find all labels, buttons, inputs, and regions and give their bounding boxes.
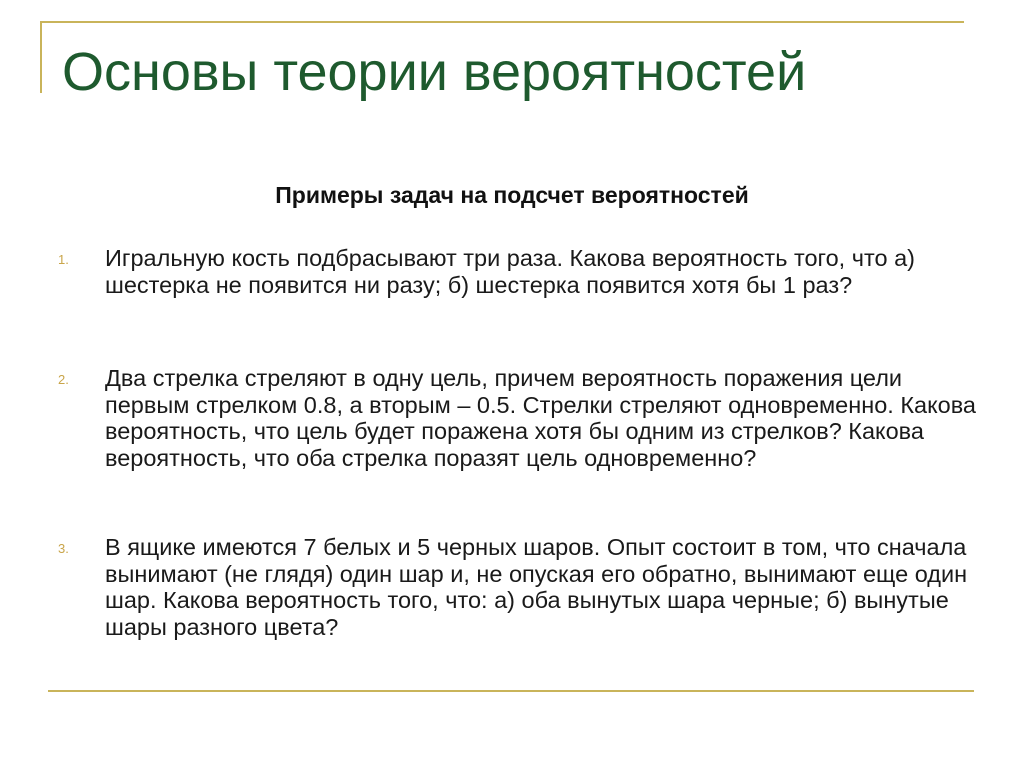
bottom-rule [48,690,974,692]
left-rule [40,21,42,93]
slide-title: Основы теории вероятностей [62,42,807,102]
task-text: Два стрелка стреляют в одну цель, причем вероятность поражения цели первым стрелком 0.8, а вторым – 0.5. Стрелки стреляют одновременно. Какова вероятность, что цель будет поражена хотя бы одним из стрелков? Какова вероятность, что оба стрелка поразят цель одновременно? [105,365,977,471]
slide-subtitle: Примеры задач на подсчет вероятностей [275,182,749,208]
top-rule [40,21,964,23]
task-number: 3. [58,541,69,556]
task-text: Игральную кость подбрасывают три раза. Какова вероятность того, что а) шестерка не появится ни разу; б) шестерка появится хотя бы 1 раз? [105,245,915,298]
task-text: В ящике имеются 7 белых и 5 черных шаров. Опыт состоит в том, что сначала вынимают (не глядя) один шар и, не опуская его обратно, вынимают еще один шар. Какова вероятность того, что: а) оба вынутых шара черные; б) вынутые шары разного цвета? [105,534,968,640]
task-number: 2. [58,372,69,387]
task-number: 1. [58,252,69,267]
